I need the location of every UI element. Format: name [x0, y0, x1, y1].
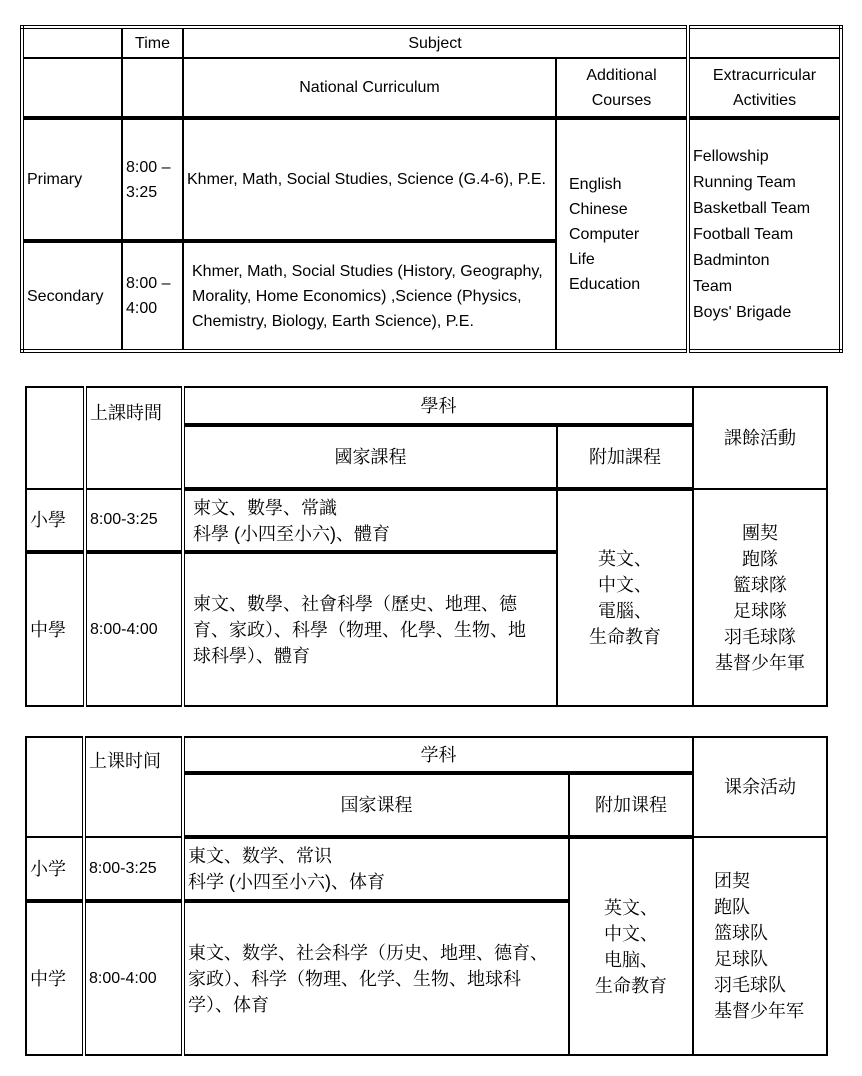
national-secondary: 柬文、數學、社會科學（歷史、地理、德育、家政）、科學（物理、化學、生物、地球科學）、體育	[183, 552, 557, 706]
subject-header: 學科	[183, 387, 693, 425]
national-curriculum-header: National Curriculum	[183, 58, 556, 118]
course-item: 生命教育	[595, 975, 667, 996]
course-item: 英文、	[604, 897, 658, 918]
time-line: 3:25	[126, 183, 158, 201]
curriculum-line: 東文、数学、常识	[188, 846, 332, 866]
time-header: 上课时间	[84, 737, 183, 837]
activity-item: 籃球隊	[733, 574, 787, 595]
time-line: 4:00	[126, 300, 158, 317]
course-item: 中文、	[598, 575, 652, 595]
additional-courses-list	[556, 118, 688, 351]
activity-item: 基督少年軍	[715, 652, 805, 673]
activity-item: 篮球队	[714, 923, 768, 943]
course-item: 生命教育	[589, 627, 661, 647]
activity-item: Football Team	[693, 225, 794, 243]
activity-item: 羽毛球隊	[724, 626, 796, 647]
activity-item: Running Team	[693, 173, 796, 191]
level-secondary: Secondary	[22, 241, 122, 351]
subject-header: 学科	[183, 737, 693, 773]
activity-item: 团契	[714, 871, 750, 891]
course-item: Education	[569, 276, 641, 293]
activities-list	[693, 837, 827, 1055]
additional-courses-header	[556, 58, 688, 118]
empty-header	[688, 27, 841, 58]
activity-item: 團契	[742, 522, 778, 543]
time-primary	[122, 118, 183, 241]
activities-list	[688, 118, 841, 351]
extracurricular-header: 課餘活動	[693, 387, 827, 489]
simplified-chinese-schedule-table	[25, 736, 828, 1056]
empty-cell	[122, 58, 183, 118]
course-item: 中文、	[604, 923, 658, 944]
time-secondary	[122, 241, 183, 351]
course-item: Life	[569, 251, 595, 268]
curriculum-line: 柬文、數學、常識	[193, 497, 337, 518]
corner-cell	[26, 737, 84, 837]
header-line: Extracurricular	[712, 66, 817, 84]
activity-item: Team	[693, 277, 733, 295]
header-line: Additional	[586, 66, 657, 84]
additional-courses-header: 附加課程	[557, 425, 693, 489]
time-header: Time	[122, 27, 183, 58]
extracurricular-header	[688, 58, 841, 118]
level-secondary: 中學	[26, 552, 85, 706]
course-item: 电脑、	[604, 949, 658, 970]
corner-cell	[26, 387, 85, 489]
course-item: Chinese	[569, 201, 628, 218]
english-schedule-table	[20, 25, 843, 353]
time-header: 上課時間	[85, 387, 183, 489]
additional-courses-list	[557, 489, 693, 706]
time-primary: 8:00-3:25	[84, 837, 183, 901]
level-secondary: 中学	[26, 901, 84, 1055]
activity-item: 跑队	[714, 897, 750, 917]
curriculum-line: 科學 (小四至小六)、體育	[193, 523, 390, 544]
time-line: 8:00 –	[126, 158, 171, 176]
course-item: 電腦、	[598, 601, 652, 621]
level-primary: Primary	[22, 118, 122, 241]
level-primary: 小學	[26, 489, 85, 552]
header-line: Courses	[591, 91, 652, 109]
traditional-chinese-schedule-table	[25, 386, 828, 707]
level-primary: 小学	[26, 837, 84, 901]
time-primary: 8:00-3:25	[85, 489, 183, 552]
course-item: 英文、	[598, 549, 652, 569]
activity-item: Badminton	[693, 251, 770, 269]
time-secondary: 8:00-4:00	[85, 552, 183, 706]
national-secondary: Khmer, Math, Social Studies (History, Geography, Morality, Home Economics) ,Science (Physics, Chemistry, Biology, Earth Science), P.E.	[183, 241, 556, 351]
header-line: Activities	[732, 91, 797, 109]
activity-item: 跑隊	[742, 548, 778, 569]
national-curriculum-header: 國家課程	[183, 425, 557, 489]
national-primary: Khmer, Math, Social Studies, Science (G.4-6), P.E.	[183, 118, 556, 241]
activity-item: 足球队	[714, 949, 768, 969]
course-item: English	[569, 176, 622, 193]
curriculum-line: 科学 (小四至小六)、体育	[188, 872, 385, 892]
activity-item: Fellowship	[693, 147, 769, 165]
course-item: Computer	[569, 226, 640, 243]
national-primary	[183, 837, 569, 901]
corner-cell	[22, 27, 122, 58]
subject-header: Subject	[183, 27, 688, 58]
activity-item: Boys' Brigade	[693, 303, 792, 321]
national-curriculum-header: 国家课程	[183, 773, 569, 837]
time-secondary: 8:00-4:00	[84, 901, 183, 1055]
time-line: 8:00 –	[126, 275, 171, 292]
activity-item: 基督少年军	[714, 1001, 804, 1021]
national-primary	[183, 489, 557, 552]
empty-cell	[22, 58, 122, 118]
additional-courses-list	[569, 837, 693, 1055]
activity-item: Basketball Team	[693, 199, 811, 217]
activities-list	[693, 489, 827, 706]
extracurricular-header: 课余活动	[693, 737, 827, 837]
activity-item: 羽毛球队	[714, 975, 786, 995]
activity-item: 足球隊	[733, 600, 787, 621]
national-secondary: 東文、数学、社会科学（历史、地理、德育、家政）、科学（物理、化学、生物、地球科学）、体育	[183, 901, 569, 1055]
additional-courses-header: 附加课程	[569, 773, 693, 837]
